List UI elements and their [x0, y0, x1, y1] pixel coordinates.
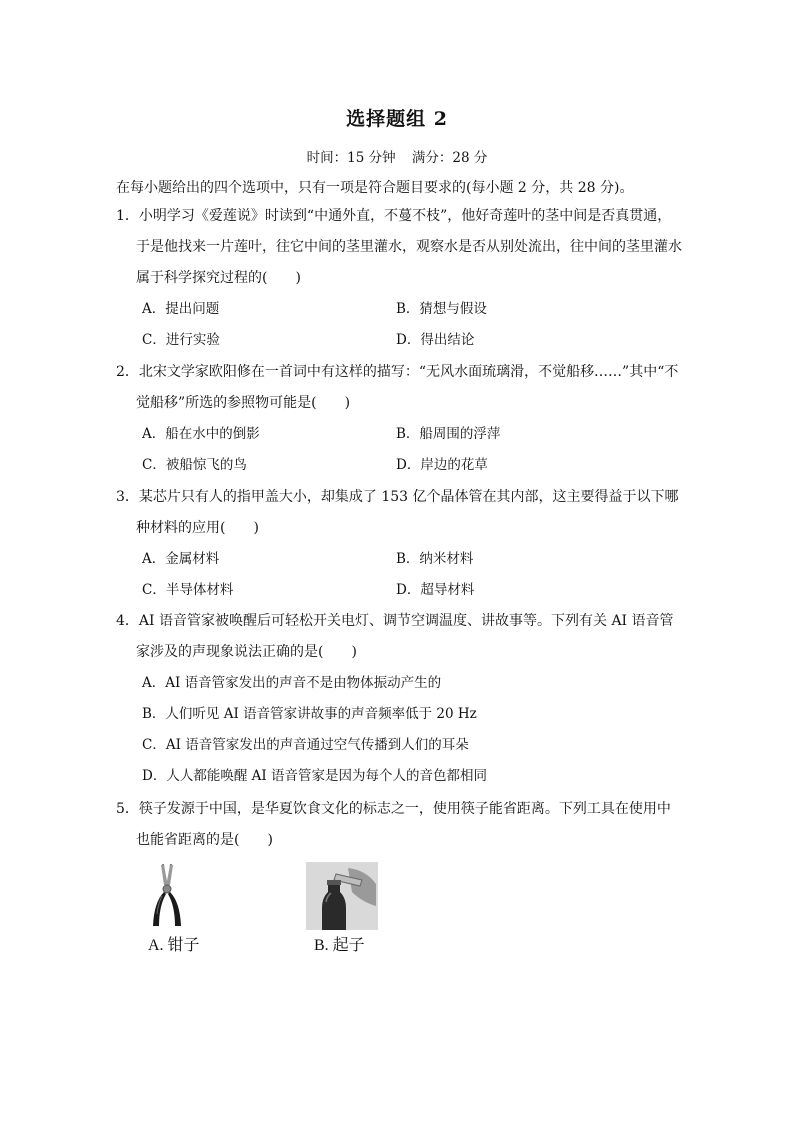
total-score: 满分：28 分: [411, 150, 488, 166]
option-b[interactable]: B．船周围的浮萍: [396, 426, 501, 442]
options: [142, 668, 684, 792]
figure-a-caption: A. 钳子: [148, 937, 200, 954]
question-5: [116, 794, 684, 856]
figure-a[interactable]: [144, 862, 200, 954]
options: [142, 544, 684, 606]
time-limit: 时间：15 分钟: [306, 150, 396, 166]
option-d[interactable]: D．岸边的花草: [396, 457, 488, 473]
bottle-opener-photo: [306, 862, 378, 930]
option-c[interactable]: C．AI 语音管家发出的声音通过空气传播到人们的耳朵: [142, 737, 469, 753]
pliers-icon: [144, 862, 190, 930]
options: [142, 419, 684, 481]
question-3: [116, 482, 684, 606]
question-5-figures: [140, 862, 440, 962]
figure-b[interactable]: [306, 862, 378, 954]
question-stem: 1．小明学习《爱莲说》时读到“中通外直，不蔓不枝”，他好奇莲叶的茎中间是否真贯通，于是他找来一片莲叶，往它中间的茎里灌水，观察水是否从别处流出，往中间的茎里灌水属于科学探究过程的( ): [116, 208, 682, 286]
option-a[interactable]: A．AI 语音管家发出的声音不是由物体振动产生的: [142, 675, 442, 691]
option-b[interactable]: B．人们听见 AI 语音管家讲故事的声音频率低于 20 Hz: [142, 706, 477, 722]
option-b[interactable]: B．纳米材料: [396, 551, 474, 567]
exam-meta: [0, 146, 794, 166]
question-1: [116, 201, 684, 356]
option-a[interactable]: A．金属材料: [142, 551, 220, 567]
question-2: [116, 357, 684, 481]
option-a[interactable]: A．船在水中的倒影: [142, 426, 260, 442]
question-stem: 4．AI 语音管家被唤醒后可轻松开关电灯、调节空调温度、讲故事等。下列有关 AI 语音管家涉及的声现象说法正确的是( ): [116, 613, 674, 660]
option-b[interactable]: B．猜想与假设: [396, 301, 487, 317]
option-d[interactable]: D．人人都能唤醒 AI 语音管家是因为每个人的音色都相同: [142, 768, 487, 784]
figure-b-caption: B. 起子: [314, 937, 365, 954]
option-c[interactable]: C．半导体材料: [142, 582, 234, 598]
question-stem: 3．某芯片只有人的指甲盖大小，却集成了 153 亿个晶体管在其内部，这主要得益于以下哪种材料的应用( ): [116, 489, 679, 536]
options: [142, 294, 684, 356]
option-c[interactable]: C．进行实验: [142, 332, 220, 348]
question-stem: 2．北宋文学家欧阳修在一首词中有这样的描写：“无风水面琉璃滑，不觉船移……”其中“不觉船移”所选的参照物可能是( ): [116, 364, 679, 411]
option-d[interactable]: D．超导材料: [396, 582, 475, 598]
instruction: 在每小题给出的四个选项中，只有一项是符合题目要求的(每小题 2 分，共 28 分)。: [116, 180, 634, 196]
option-a[interactable]: A．提出问题: [142, 301, 220, 317]
question-stem: 5．筷子发源于中国，是华夏饮食文化的标志之一，使用筷子能省距离。下列工具在使用中也能省距离的是( ): [116, 801, 671, 848]
option-d[interactable]: D．得出结论: [396, 332, 475, 348]
option-c[interactable]: C．被船惊飞的鸟: [142, 457, 247, 473]
question-4: [116, 606, 684, 792]
page-title: 选择题组 2: [346, 108, 448, 130]
